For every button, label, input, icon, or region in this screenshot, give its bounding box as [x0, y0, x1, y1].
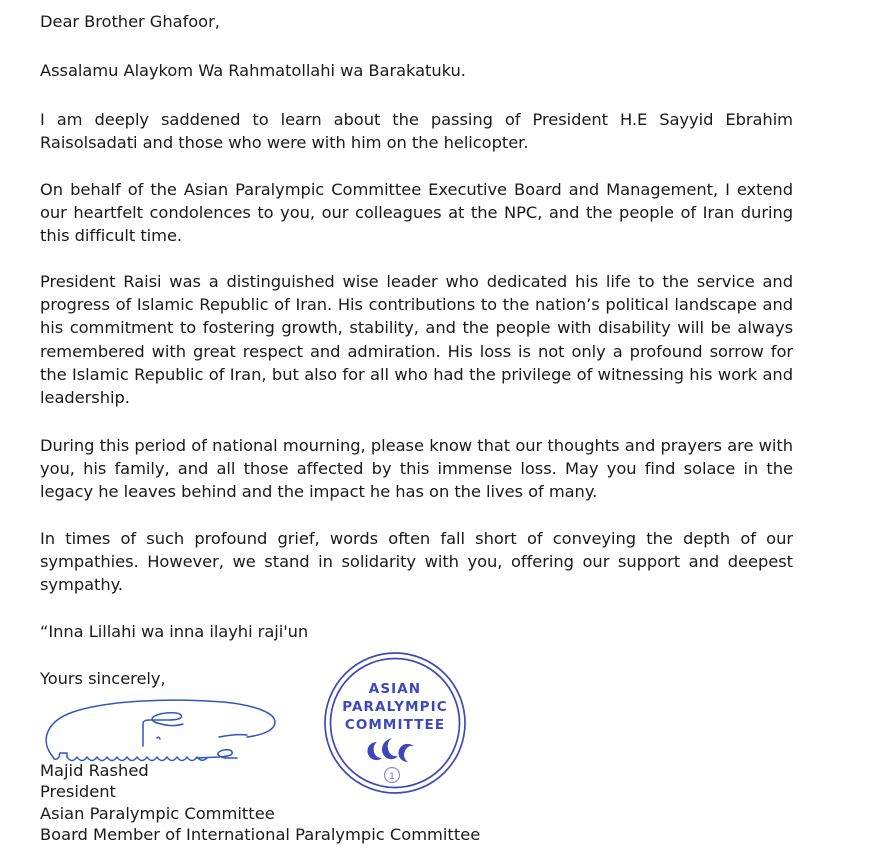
- paragraph-1: I am deeply saddened to learn about the passing of President H.E Sayyid Ebrahim Raisolsadati and those who were with him on the helicopter.: [40, 110, 793, 153]
- paragraph-2-block: [40, 178, 793, 248]
- salutation-block: [40, 59, 793, 82]
- quran-quote-block: [40, 620, 793, 643]
- signatory-title: President: [40, 782, 116, 802]
- stamp-line-1: ASIAN: [368, 681, 422, 697]
- paragraph-4: During this period of national mourning, please know that our thoughts and prayers are with you, his family, and all those affected by this immense loss. May you find solace in the legacy he leaves behind and the impact he has on the lives of many.: [40, 436, 793, 502]
- agitos-icon: [367, 738, 414, 762]
- closing-line: Yours sincerely,: [40, 669, 166, 688]
- paragraph-1-block: [40, 108, 793, 154]
- paragraph-3: President Raisi was a distinguished wise leader who dedicated his life to the service and progress of Islamic Republic of Iran. His contributions to the nation’s political landscape and his commitment to fostering growth, stability, and the people with disability will be always remembered with great respect and admiration. His loss is not only a profound sorrow for the Islamic Republic of Iran, but also for all who had the privilege of witnessing his work and leadership.: [40, 272, 793, 408]
- stamp-number: 1: [389, 772, 395, 782]
- signatory-organization: Asian Paralympic Committee: [40, 803, 275, 823]
- salutation-line: Assalamu Alaykom Wa Rahmatollahi wa Barakatuku.: [40, 61, 466, 80]
- greeting-block: [40, 10, 793, 33]
- signature-block: [40, 760, 560, 845]
- paragraph-3-block: [40, 270, 793, 409]
- signatory-role: Board Member of International Paralympic Committee: [40, 824, 481, 844]
- quran-quote: “Inna Lillahi wa inna ilayhi raji'un: [40, 622, 309, 641]
- stamp-line-2: PARALYMPIC: [342, 699, 448, 715]
- paragraph-5: In times of such profound grief, words often fall short of conveying the depth of our sympathies. However, we stand in solidarity with you, offering our support and deepest sympathy.: [40, 529, 793, 595]
- stamp-line-3: COMMITTEE: [344, 717, 446, 733]
- paragraph-5-block: [40, 527, 793, 597]
- signatory-name: Majid Rashed: [40, 761, 149, 780]
- paragraph-4-block: [40, 434, 793, 504]
- paragraph-2: On behalf of the Asian Paralympic Committee Executive Board and Management, I extend our heartfelt condolences to you, our colleagues at the NPC, and the people of Iran during this difficult time.: [40, 180, 793, 246]
- greeting-line: Dear Brother Ghafoor,: [40, 12, 220, 31]
